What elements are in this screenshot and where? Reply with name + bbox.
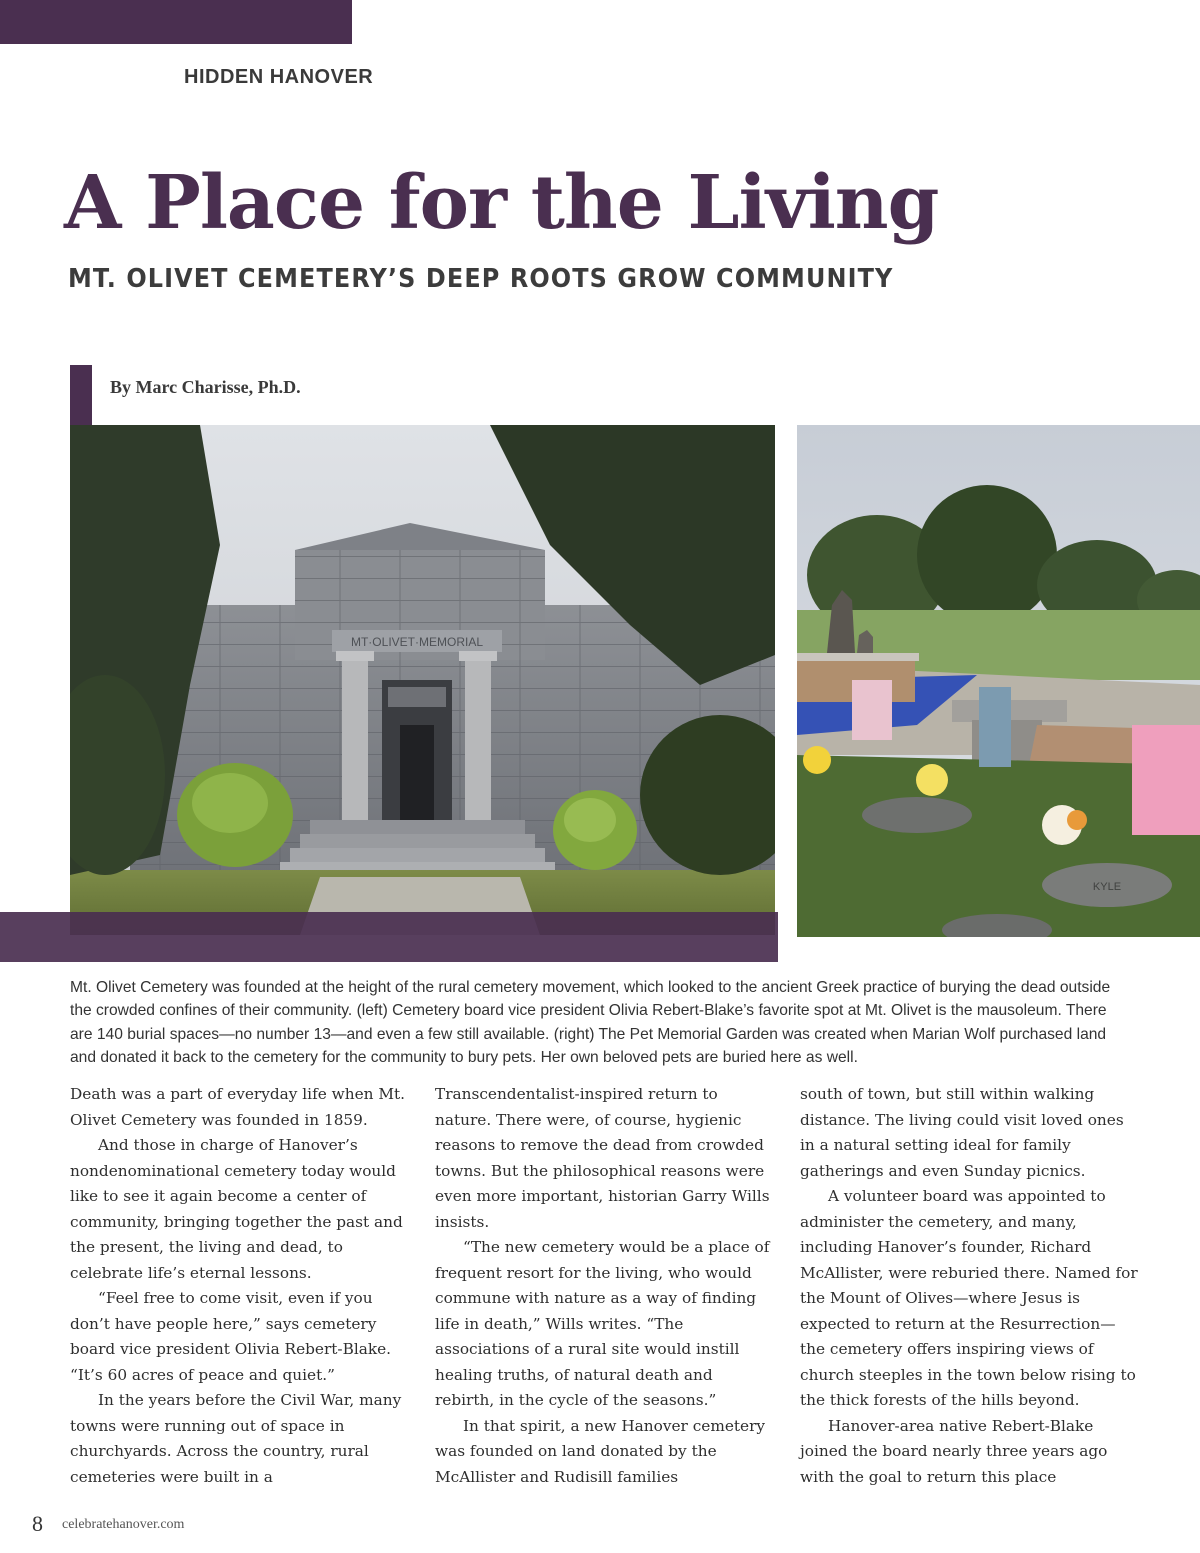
- memorial-marker-text: KYLE: [1092, 881, 1122, 893]
- article-subtitle: MT. OLIVET CEMETERY’S DEEP ROOTS GROW COMMUNITY: [68, 264, 894, 294]
- paragraph: Death was a part of everyday life when Mt. Olivet Cemetery was founded in 1859.: [70, 1085, 406, 1129]
- photo-caption: Mt. Olivet Cemetery was founded at the height of the rural cemetery movement, which looked to the ancient Greek practice of burying the dead outside the crowded confines of their community. (left) Cemetery board vice president Olivia Rebert-Blake’s favorite spot at Mt. Olivet is the mausoleum. There are 140 burial spaces—no number 13—and even a few still available. (right) The Pet Memorial Garden was created when Marian Wolf purchased land and donated it back to the cemetery for the community to bury pets. Her own beloved pets are buried here as well.: [70, 979, 1111, 1066]
- photo-accent-band: [0, 912, 778, 962]
- article-title: A Place for the Living: [64, 160, 939, 246]
- pet-memorial-photo: [797, 425, 1200, 937]
- paragraph: In that spirit, a new Hanover cemetery was founded on land donated by the McAllister and Rudisill families: [435, 1416, 766, 1486]
- footer-website: celebratehanover.com: [62, 1517, 185, 1532]
- mausoleum-photo: [70, 425, 775, 935]
- body-column-1: [70, 1082, 410, 1490]
- page-number: 8: [32, 1511, 43, 1536]
- paragraph: A volunteer board was appointed to administer the cemetery, and many, including Hanover’s founder, Richard McAllister, were reburied there. Named for the Mount of Olives—where Jesus is expected to return at the Resurrection—the cemetery offers inspiring views of church steeples in the town below rising to the thick forests of the hills beyond.: [800, 1187, 1138, 1409]
- body-column-3: [800, 1082, 1140, 1490]
- top-accent-bar: [0, 0, 352, 44]
- paragraph: Transcendentalist-inspired return to nature. There were, of course, hygienic reasons to remove the dead from crowded towns. But the philosophical reasons were even more important, historian Garry Wills insists.: [435, 1085, 770, 1231]
- mausoleum-inscription: MT·OLIVET·MEMORIAL: [350, 635, 484, 649]
- paragraph: Hanover-area native Rebert-Blake joined the board nearly three years ago with the goal to return this place: [800, 1416, 1108, 1486]
- paragraph: “Feel free to come visit, even if you don’t have people here,” says cemetery board vice president Olivia Rebert-Blake. “It’s 60 acres of peace and quiet.”: [70, 1289, 392, 1384]
- byline-accent-bar: [70, 365, 92, 425]
- section-label: HIDDEN HANOVER: [184, 66, 374, 88]
- body-column-2: [435, 1082, 775, 1490]
- paragraph: south of town, but still within walking distance. The living could visit loved ones in a natural setting ideal for family gatherings and even Sunday picnics.: [800, 1085, 1124, 1180]
- byline: By Marc Charisse, Ph.D.: [110, 377, 301, 397]
- paragraph: “The new cemetery would be a place of frequent resort for the living, who would commune with nature as a way of finding life in death,” Wills writes. “The associations of a rural site would instill healing truths, of natural death and rebirth, in the cycle of the seasons.”: [435, 1238, 770, 1409]
- paragraph: In the years before the Civil War, many towns were running out of space in churchyards. Across the country, rural cemeteries were built in a: [70, 1391, 402, 1486]
- paragraph: And those in charge of Hanover’s nondenominational cemetery today would like to see it again become a center of community, bringing together the past and the present, the living and dead, to celebrate life’s eternal lessons.: [70, 1136, 403, 1282]
